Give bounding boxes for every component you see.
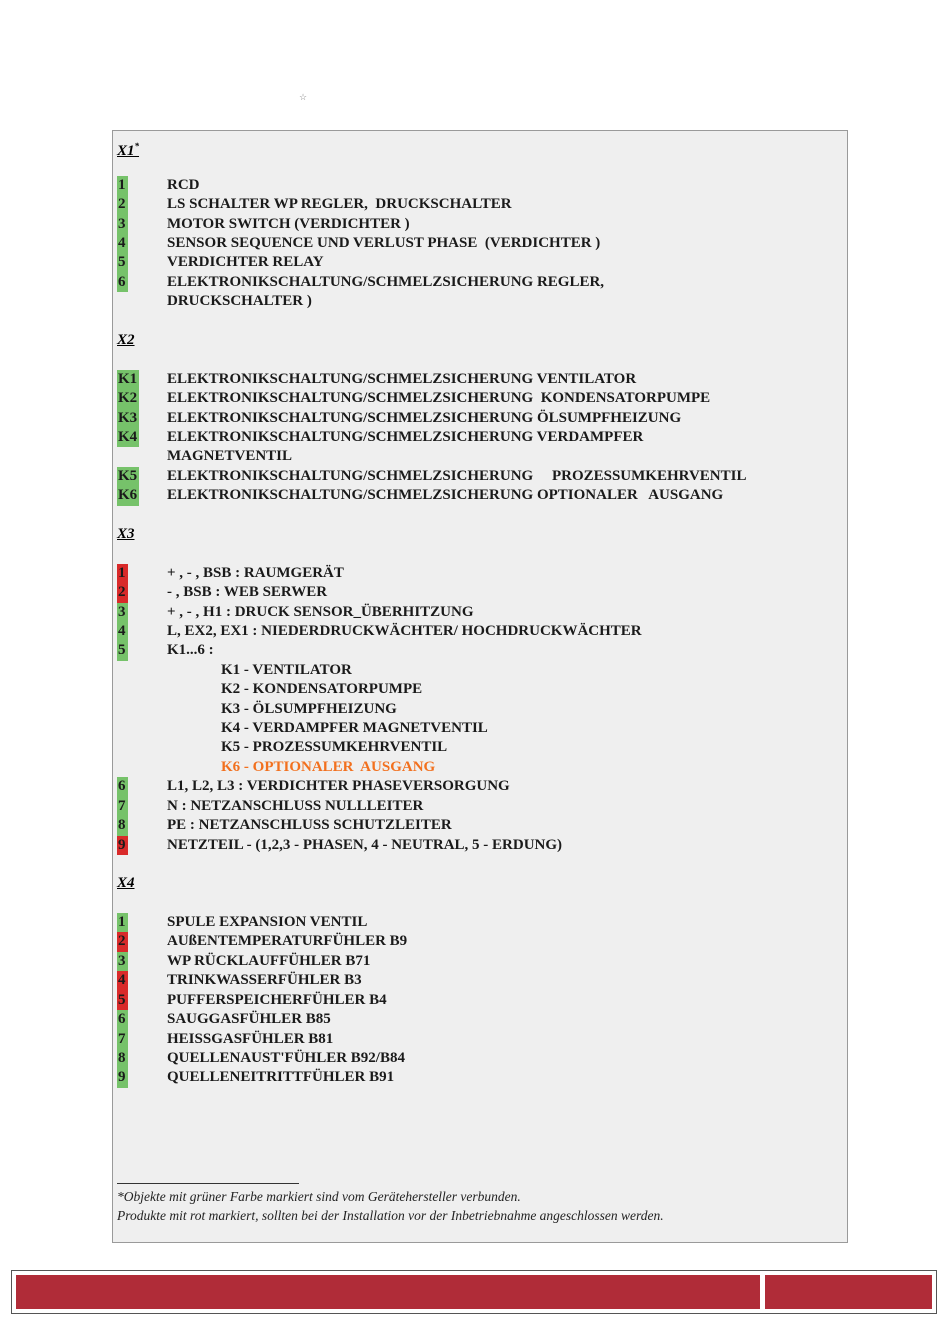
terminal-description: HEISSGASFÜHLER B81 — [167, 1030, 334, 1047]
terminal-description: - , BSB : WEB SERWER — [167, 584, 328, 601]
terminal-number-label: 4 — [117, 622, 128, 641]
terminal-number-label: 5 — [117, 253, 128, 272]
terminal-number-red — [117, 836, 167, 855]
terminal-row — [117, 1010, 843, 1029]
terminal-number-label: 8 — [117, 1049, 128, 1068]
sub-list-item — [117, 680, 843, 699]
terminal-number-green — [117, 428, 167, 447]
terminal-description: K1...6 : — [167, 642, 214, 659]
terminal-description: LS SCHALTER WP REGLER, DRUCKSCHALTER — [167, 196, 512, 213]
terminal-number-label: 4 — [117, 971, 128, 990]
terminal-number-red — [117, 991, 167, 1010]
terminal-number-label: 6 — [117, 273, 128, 292]
terminal-number-green — [117, 913, 167, 932]
sub-list-item — [117, 719, 843, 738]
terminal-number-label: 2 — [117, 932, 128, 951]
terminal-number-green — [117, 273, 167, 292]
terminal-number-label: 4 — [117, 234, 128, 253]
terminal-number-green — [117, 622, 167, 641]
terminal-row — [117, 641, 843, 660]
terminal-description: PE : NETZANSCHLUSS SCHUTZLEITER — [167, 817, 452, 834]
section-heading-x4 — [117, 874, 843, 893]
terminal-row — [117, 991, 843, 1010]
terminal-number-label: K3 — [117, 409, 139, 428]
footer-right-block — [765, 1275, 932, 1309]
terminal-row — [117, 389, 843, 408]
terminal-row — [117, 176, 843, 195]
terminal-number-label: 3 — [117, 603, 128, 622]
terminal-number-label: 6 — [117, 1010, 128, 1029]
terminal-description: + , - , BSB : RAUMGERÄT — [167, 564, 344, 581]
terminal-number-green — [117, 234, 167, 253]
sub-list-item — [117, 661, 843, 680]
terminal-description: K1 - VENTILATOR — [221, 661, 352, 678]
terminal-number-green — [117, 952, 167, 971]
terminal-description: K3 - ÖLSUMPFHEIZUNG — [221, 700, 397, 717]
terminal-number-green — [117, 1068, 167, 1087]
terminal-number-green — [117, 816, 167, 835]
terminal-description: K2 - KONDENSATORPUMPE — [221, 681, 423, 698]
terminal-row — [117, 370, 843, 389]
terminal-description: SPULE EXPANSION VENTIL — [167, 914, 368, 931]
terminal-number-green — [117, 777, 167, 796]
terminal-row — [117, 1049, 843, 1068]
terminal-number-green — [117, 641, 167, 660]
section-heading-x1 — [117, 137, 843, 159]
terminal-number-green — [117, 603, 167, 622]
section-heading-label: X1 — [117, 143, 135, 159]
terminal-row — [117, 486, 843, 505]
terminal-number-label: 1 — [117, 176, 128, 195]
terminal-row — [117, 428, 843, 467]
terminal-number-red — [117, 932, 167, 951]
terminal-number-red — [117, 564, 167, 583]
sub-list-item — [117, 758, 843, 777]
terminal-row — [117, 622, 843, 641]
terminal-number-label: 2 — [117, 583, 128, 602]
terminal-number-red — [117, 971, 167, 990]
terminal-number-label: 8 — [117, 816, 128, 835]
terminal-number-green — [117, 486, 167, 505]
terminal-number-green — [117, 409, 167, 428]
terminal-number-label: 9 — [117, 836, 128, 855]
terminal-description: ELEKTRONIKSCHALTUNG/SCHMELZSICHERUNG ÖLSUMPFHEIZUNG — [167, 409, 682, 426]
sub-list-item — [117, 738, 843, 757]
terminal-number-label: 7 — [117, 1030, 128, 1049]
terminal-description: N : NETZANSCHLUSS NULLLEITER — [167, 797, 424, 814]
terminal-description: SAUGGASFÜHLER B85 — [167, 1011, 331, 1028]
terminal-row — [117, 603, 843, 622]
terminal-number-label: 5 — [117, 991, 128, 1010]
footnote-marker: * — [134, 141, 140, 151]
terminal-number-green — [117, 195, 167, 214]
terminal-number-label: K2 — [117, 389, 139, 408]
terminal-number-label: K5 — [117, 467, 139, 486]
terminal-description: QUELLENEITRITTFÜHLER B91 — [167, 1069, 395, 1086]
terminal-description: AUßENTEMPERATURFÜHLER B9 — [167, 933, 408, 950]
terminal-description: ELEKTRONIKSCHALTUNG/SCHMELZSICHERUNG VERDAMPFER MAGNETVENTIL — [167, 429, 644, 465]
terminal-description: NETZTEIL - (1,2,3 - PHASEN, 4 - NEUTRAL, 5 - ERDUNG) — [167, 836, 563, 853]
section-heading-x2 — [117, 331, 843, 350]
terminal-number-label: 7 — [117, 797, 128, 816]
section-heading-label: X2 — [117, 332, 135, 349]
terminal-number-green — [117, 797, 167, 816]
footnote-line-1: *Objekte mit grüner Farbe markiert sind vom Gerätehersteller verbunden. — [117, 1189, 521, 1204]
star-mark: ☆ — [299, 92, 308, 102]
terminal-description: K4 - VERDAMPFER MAGNETVENTIL — [221, 720, 488, 737]
terminal-number-label: 6 — [117, 777, 128, 796]
terminal-number-label: K1 — [117, 370, 139, 389]
terminal-number-label: 2 — [117, 195, 128, 214]
terminal-description: WP RÜCKLAUFFÜHLER B71 — [167, 952, 371, 969]
sub-list-item — [117, 700, 843, 719]
terminal-row — [117, 932, 843, 951]
terminal-row — [117, 253, 843, 272]
terminal-row — [117, 215, 843, 234]
terminal-description: RCD — [167, 176, 200, 193]
terminal-row — [117, 409, 843, 428]
terminal-description: K6 - OPTIONALER AUSGANG — [221, 758, 436, 775]
terminal-description: ELEKTRONIKSCHALTUNG/SCHMELZSICHERUNG VENTILATOR — [167, 370, 637, 387]
terminal-row — [117, 467, 843, 486]
terminal-row — [117, 564, 843, 583]
terminal-number-label: 1 — [117, 913, 128, 932]
terminal-row — [117, 234, 843, 253]
terminal-number-green — [117, 253, 167, 272]
terminal-description: TRINKWASSERFÜHLER B3 — [167, 972, 362, 989]
footnote-line-2: Produkte mit rot markiert, sollten bei der Installation vor der Inbetriebnahme angeschlossen werden. — [117, 1208, 664, 1223]
document-page — [112, 130, 848, 1243]
terminal-description: ELEKTRONIKSCHALTUNG/SCHMELZSICHERUNG REGLER, DRUCKSCHALTER ) — [167, 273, 605, 310]
terminal-description: PUFFERSPEICHERFÜHLER B4 — [167, 991, 387, 1008]
terminal-row — [117, 195, 843, 214]
terminal-number-label: 9 — [117, 1068, 128, 1087]
terminal-number-green — [117, 215, 167, 234]
terminal-list — [117, 137, 843, 1088]
footer-left-block — [16, 1275, 760, 1309]
section-heading-label: X4 — [117, 875, 135, 892]
terminal-number-green — [117, 370, 167, 389]
terminal-row — [117, 971, 843, 990]
footnote — [117, 1187, 843, 1225]
terminal-row — [117, 797, 843, 816]
terminal-description: ELEKTRONIKSCHALTUNG/SCHMELZSICHERUNG KONDENSATORPUMPE — [167, 390, 711, 407]
terminal-number-red — [117, 583, 167, 602]
terminal-description: ELEKTRONIKSCHALTUNG/SCHMELZSICHERUNG OPTIONALER AUSGANG — [167, 487, 724, 504]
terminal-number-label: K4 — [117, 428, 139, 447]
terminal-number-green — [117, 1030, 167, 1049]
terminal-description: SENSOR SEQUENCE UND VERLUST PHASE (VERDICHTER ) — [167, 235, 601, 251]
section-heading-x3 — [117, 525, 843, 544]
terminal-number-green — [117, 389, 167, 408]
terminal-description: VERDICHTER RELAY — [167, 254, 324, 271]
terminal-description: L1, L2, L3 : VERDICHTER PHASEVERSORGUNG — [167, 778, 510, 795]
terminal-number-green — [117, 1049, 167, 1068]
terminal-description: ELEKTRONIKSCHALTUNG/SCHMELZSICHERUNG PROZESSUMKEHRVENTIL — [167, 467, 747, 484]
terminal-row — [117, 1068, 843, 1087]
terminal-row — [117, 913, 843, 932]
terminal-number-label: 5 — [117, 641, 128, 660]
terminal-row — [117, 952, 843, 971]
terminal-number-label: 3 — [117, 215, 128, 234]
terminal-description: K5 - PROZESSUMKEHRVENTIL — [221, 739, 448, 756]
footnote-divider — [117, 1183, 299, 1184]
terminal-description: L, EX2, EX1 : NIEDERDRUCKWÄCHTER/ HOCHDRUCKWÄCHTER — [167, 623, 642, 640]
section-heading-label: X3 — [117, 526, 135, 543]
terminal-description: MOTOR SWITCH (VERDICHTER ) — [167, 215, 410, 232]
terminal-number-green — [117, 1010, 167, 1029]
terminal-row — [117, 836, 843, 855]
terminal-row — [117, 1030, 843, 1049]
terminal-row — [117, 816, 843, 835]
terminal-number-label: K6 — [117, 486, 139, 505]
terminal-row — [117, 583, 843, 602]
footer-bar — [11, 1270, 937, 1314]
terminal-number-label: 1 — [117, 564, 128, 583]
terminal-number-green — [117, 176, 167, 195]
terminal-number-label: 3 — [117, 952, 128, 971]
terminal-description: QUELLENAUST'FÜHLER B92/B84 — [167, 1049, 405, 1066]
terminal-row — [117, 273, 843, 312]
terminal-description: + , - , H1 : DRUCK SENSOR_ÜBERHITZUNG — [167, 603, 474, 620]
terminal-number-green — [117, 467, 167, 486]
terminal-row — [117, 777, 843, 796]
